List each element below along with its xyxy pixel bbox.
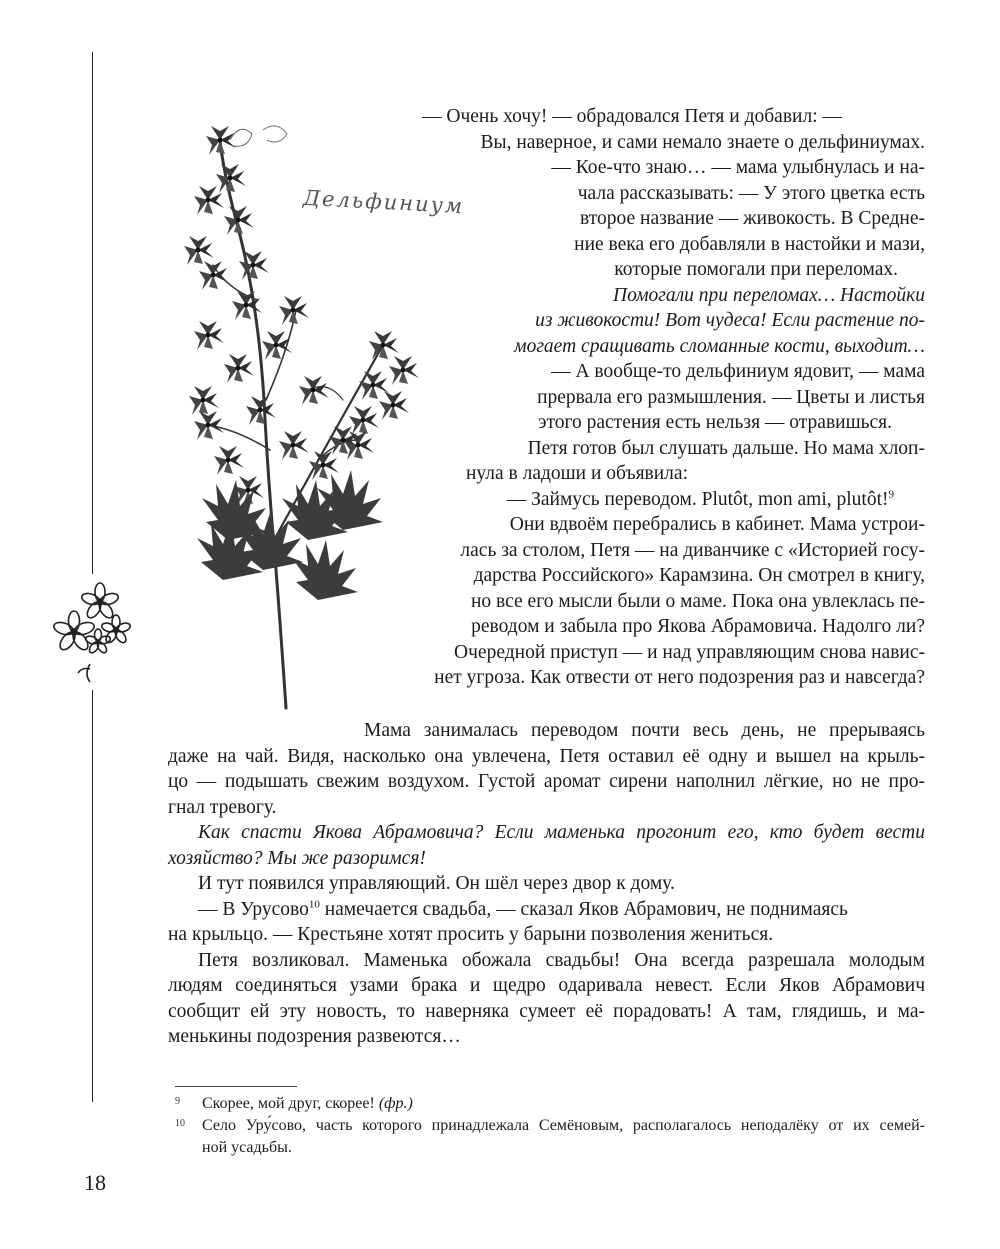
text-line: Петя готов был слушать дальше. Но мама хлоп- (527, 438, 925, 459)
text-line: — А вообще-то дельфиниум ядовит, — мама (551, 361, 925, 382)
text-line: прервала его размышления. — Цветы и листья (537, 387, 925, 408)
text-line: — Займусь переводом. Plutôt, mon ami, plutôt!$^9$ (506, 488, 894, 510)
text-line: могает сращивать сломанные кости, выходит… (514, 336, 925, 357)
text-line: этого растения есть нельзя — отравишься. (538, 412, 892, 433)
text-line: но все его мысли были о маме. Пока она увлеклась пе- (470, 591, 925, 612)
vertical-rule-bottom (92, 690, 93, 1102)
text-line: Они вдвоём перебрались в кабинет. Мама устрои- (509, 514, 925, 535)
text-line: менькины подозрения развеются… (168, 1026, 461, 1047)
text-line: дарства Российского» Карамзина. Он смотрел в книгу, (473, 565, 925, 586)
footnote-number: 10 (175, 1118, 185, 1129)
text-line: ние века его добавляли в настойки и мази, (574, 234, 925, 255)
text-line: — В Урусово$^{10}$ намечается свадьба, — сказал Яков Абрамович, не поднимаясь (198, 898, 848, 920)
text-line: нет угроза. Как отвести от него подозрения раз и навсегда? (434, 667, 925, 688)
text-line: людям соединяться узами брака и щедро одаривала невест. Если Яков Абрамович (168, 975, 925, 996)
page-number: 18 (84, 1170, 106, 1195)
text-line: Вы, наверное, и сами немало знаете о дельфиниумах. (480, 132, 925, 153)
text-line: реводом и забыла про Якова Абрамовича. Надолго ли? (471, 616, 925, 637)
illustration-caption: Дельфиниум (302, 185, 465, 219)
text-line: лась за столом, Петя — на диванчике с «Историей госу- (460, 540, 925, 561)
footnote-ref-10: 10 (308, 898, 320, 911)
text-line: цо — подышать свежим воздухом. Густой аромат сирени наполнил лёгкие, но не про- (168, 771, 925, 792)
text-line: Мама занималась переводом почти весь день, не прерываясь (364, 720, 925, 741)
text-line: гнал тревогу. (168, 797, 277, 818)
footnote-text: Село Уру́сово, часть которого принадлежала Семёновым, располагалось неподалёку от их семей- ной усадьбы. (202, 1117, 925, 1156)
text-line: на крыльцо. — Крестьяне хотят просить у барыни позволения жениться. (168, 924, 774, 945)
text-line: Помогали при переломах… Настойки (613, 285, 925, 306)
text-line: из живокости! Вот чудеса! Если растение по- (535, 310, 925, 331)
text-line: второе название — живокость. В Средне- (580, 208, 925, 229)
text-line: даже на чай. Видя, насколько она увлечена, Петя оставил её одну и вышел на крыль- (168, 746, 925, 767)
text-line: — Кое-что знаю… — мама улыбнулась и на- (551, 157, 925, 178)
text-line: чала рассказывать: — У этого цветка есть (577, 183, 925, 204)
text-line: нула в ладоши и объявила: (465, 463, 688, 484)
text-line: сообщит ей эту новость, то наверняка сумеет её порадовать! А там, глядишь, и ма- (168, 1001, 925, 1022)
footnote-separator (175, 1086, 297, 1087)
footnote-text: Скорее, мой друг, скорее! (фр.) (202, 1095, 413, 1112)
footnote-number: 9 (175, 1096, 180, 1107)
text-line: Очередной приступ — и над управляющим снова навис- (454, 642, 925, 663)
text-line: Петя возликовал. Маменька обожала свадьбы! Она всегда разрешала молодым (198, 950, 925, 971)
text-line: — Очень хочу! — обрадовался Петя и добавил: — (422, 106, 843, 127)
vertical-rule-top (92, 52, 93, 574)
text-line: И тут появился управляющий. Он шёл через двор к дому. (198, 873, 675, 894)
footnote-ref-9: 9 (888, 488, 894, 501)
flower-ornament-icon (50, 574, 136, 690)
text-line: которые помогали при переломах. (614, 259, 898, 280)
text-line: хозяйство? Мы же разоримся! (168, 848, 426, 869)
text-line: Как спасти Якова Абрамовича? Если маменька прогонит его, кто будет вести (198, 822, 925, 843)
